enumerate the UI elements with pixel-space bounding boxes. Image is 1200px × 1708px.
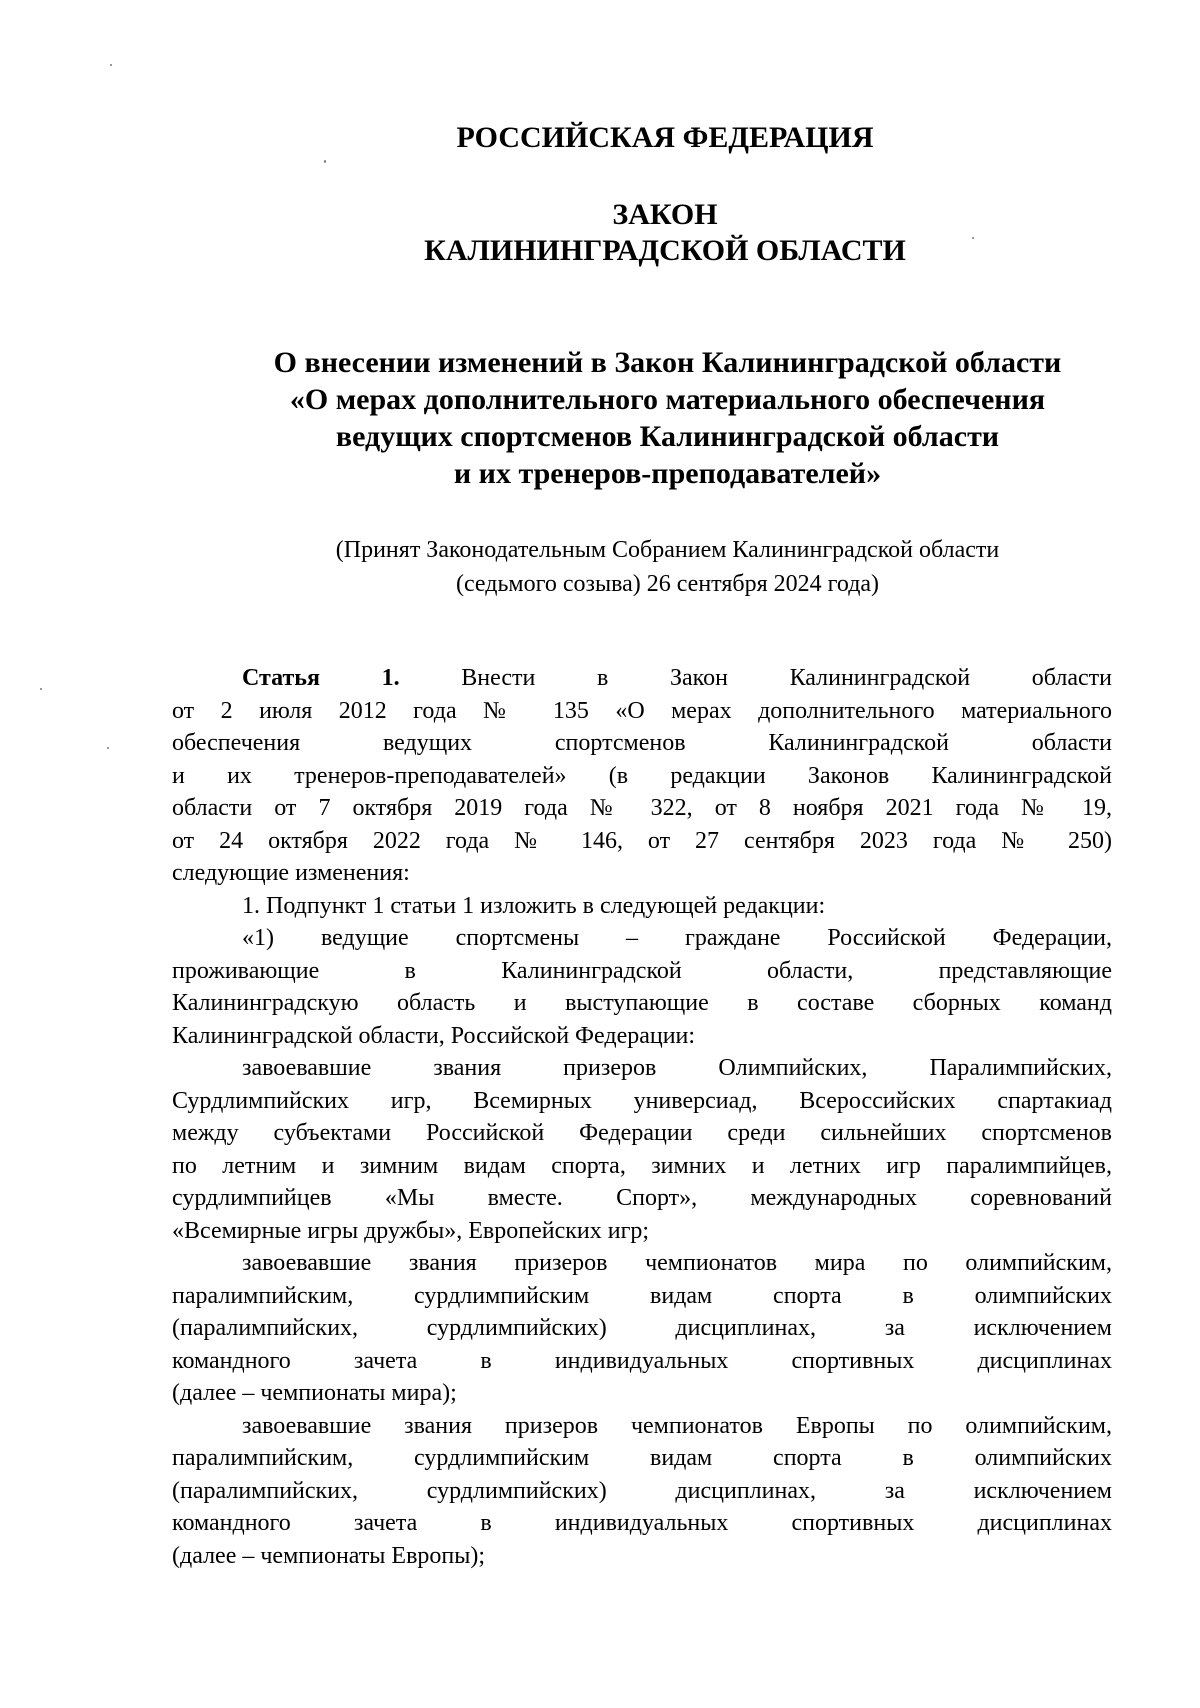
country-name: РОССИЙСКАЯ ФЕДЕРАЦИЯ: [456, 121, 874, 154]
paragraph-line: сурдлимпийцев «Мы вместе. Спорт», международных соревнований: [172, 1185, 1112, 1211]
title-line: «О мерах дополнительного материального обеспечения: [289, 383, 1046, 416]
article-line: от 2 июля 2012 года № 135 «О мерах дополнительного материального: [172, 697, 1112, 724]
paragraph-line: (паралимпийских, сурдлимпийских) дисциплинах, за исключением: [172, 1477, 1112, 1504]
paragraph-line: паралимпийским, сурдлимпийским видам спорта в олимпийских: [172, 1282, 1112, 1309]
paragraph-line: между субъектами Российской Федерации среди сильнейших спортсменов: [172, 1120, 1112, 1146]
law-title: [0, 345, 1200, 493]
law-heading: [0, 197, 1200, 269]
law-type: ЗАКОН: [612, 198, 718, 231]
paragraph-line: завоевавшие звания призеров чемпионатов мира по олимпийским,: [242, 1250, 1112, 1276]
paragraph-line: командного зачета в индивидуальных спортивных дисциплинах: [172, 1510, 1112, 1536]
article-first-text: Внести в Закон Калининградской области: [461, 665, 1112, 691]
country-heading: [0, 120, 1200, 156]
article-line: и их тренеров-преподавателей» (в редакции Законов Калининградской: [172, 762, 1112, 789]
paragraph-line: паралимпийским, сурдлимпийским видам спорта в олимпийских: [172, 1445, 1112, 1471]
scan-speck: [324, 160, 326, 163]
paragraph-line: проживающие в Калининградской области, представляющие: [172, 957, 1112, 984]
paragraph-line: (паралимпийских, сурдлимпийских) дисциплинах, за исключением: [172, 1315, 1112, 1341]
adoption-line: (Принят Законодательным Собранием Калининградской области: [335, 537, 1000, 563]
scan-speck: [107, 747, 109, 749]
title-line: ведущих спортсменов Калининградской области: [335, 420, 1000, 453]
paragraph-line: Калининградской области, Российской Федерации:: [172, 1022, 696, 1049]
title-line: и их тренеров-преподавателей»: [453, 457, 882, 490]
paragraph-line: (далее – чемпионаты мира);: [172, 1380, 457, 1406]
scan-speck: [110, 64, 112, 66]
article-line: следующие изменения:: [172, 860, 410, 886]
item-intro: 1. Подпункт 1 статьи 1 изложить в следующей редакции:: [242, 892, 826, 919]
paragraph-line: «1) ведущие спортсмены – граждане Российской Федерации,: [242, 925, 1112, 951]
paragraph-line: завоевавшие звания призеров чемпионатов Европы по олимпийским,: [242, 1412, 1112, 1439]
article-line: от 24 октября 2022 года № 146, от 27 сентября 2023 года № 250): [172, 827, 1112, 854]
paragraph-line: (далее – чемпионаты Европы);: [172, 1542, 486, 1569]
paragraph-line: «Всемирные игры дружбы», Европейских игр;: [172, 1217, 650, 1244]
article-label: Статья 1.: [242, 665, 400, 691]
adoption-line: (седьмого созыва) 26 сентября 2024 года): [455, 571, 880, 597]
scan-speck: [40, 688, 42, 690]
article-line: обеспечения ведущих спортсменов Калининградской области: [172, 730, 1112, 756]
paragraph-line: командного зачета в индивидуальных спортивных дисциплинах: [172, 1347, 1112, 1374]
paragraph-line: Калининградскую область и выступающие в составе сборных команд: [172, 990, 1112, 1016]
document-body: [172, 662, 1112, 1572]
article-line: области от 7 октября 2019 года № 322, от 8 ноября 2021 года № 19,: [172, 795, 1112, 821]
title-line: О внесении изменений в Закон Калининградской области: [273, 346, 1062, 379]
paragraph-line: завоевавшие звания призеров Олимпийских, Паралимпийских,: [242, 1055, 1112, 1081]
adoption-note: [0, 533, 1200, 601]
article-first-line: [172, 662, 1112, 695]
paragraph-line: Сурдлимпийских игр, Всемирных универсиад, Всероссийских спартакиад: [172, 1087, 1112, 1114]
law-region: КАЛИНИНГРАДСКОЙ ОБЛАСТИ: [424, 234, 906, 267]
paragraph-line: по летним и зимним видам спорта, зимних и летних игр паралимпийцев,: [172, 1152, 1112, 1179]
